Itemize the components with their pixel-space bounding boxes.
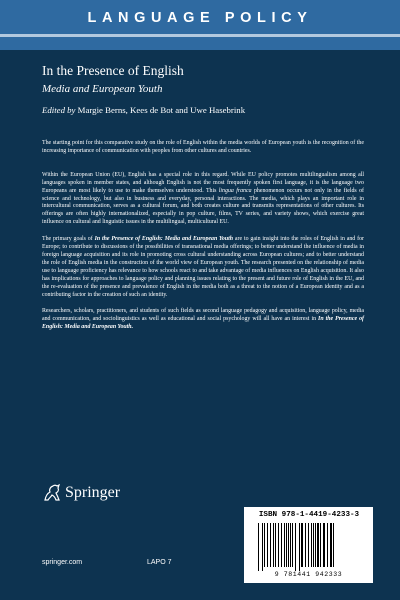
book-subtitle: Media and European Youth (42, 83, 163, 95)
blurb-p4-book-title: In the Presence of English: Media and European Youth. (42, 316, 364, 331)
springer-logo (42, 483, 120, 503)
blurb-p3-part-a: The primary goals of (42, 236, 93, 243)
barcode-digits: 9 781441 942333 (274, 571, 343, 578)
isbn-number: ISBN 978-1-4419-4233-3 (258, 511, 360, 519)
book-title: In the Presence of English (42, 63, 184, 78)
series-divider (0, 34, 400, 37)
blurb-paragraph-2 (42, 172, 364, 227)
blurb-paragraph-3 (42, 236, 364, 299)
publisher-name: Springer (65, 484, 121, 501)
blurb-paragraph-4 (42, 308, 364, 332)
blurb-p3-part-b: are to gain insight into the roles of English in and for Europe; to contribute to discussions of the possibilities of transnational media offerings; to better understand the influence of media in foreign language acquisition and its role in promoting cross cultural understanding across European cultures; and to better understand the role of English media in the construction of the world view of European youth. The research presented on the relationship of media use to language proficiency has relevance to how schools react to and take advantage of media influences on English acquisition. It also has implications for approaches to language policy and planning issues relating to the present and future role of English in the EU, and the re-evaluation of the presence and prevalence of English in the media both as a threat to the notion of a European identity and as a contributing factor in the creation of such an identity. (42, 236, 364, 298)
publisher-url[interactable]: springer.com (42, 559, 83, 566)
blurb-p4-part-a: Researchers, scholars, practitioners, and students of such fields as second language pedagogy and acquisition, language policy, media and communication, and sociolinguistics as well as educational and social psychology will all have an interest in (42, 308, 364, 323)
series-banner (0, 0, 400, 50)
isbn-barcode (244, 507, 373, 583)
publisher-logo (42, 483, 120, 503)
blurb-p2-part-b: phenomenon occurs not only in the fields of science and technology, but also in business and everyday, personal interactions. The media, which plays an important role in intercultural communication, serves as a cultural forum, and both creates culture and transmits representations of other cultures. Its offerings are often highly internationalized, especially in pop culture, films, TV series, and variety shows, which exercise great influence on cultural and linguistic issues in the multilingual, multicultural EU. (42, 187, 364, 226)
editors-prefix: Edited by (42, 105, 76, 115)
title-block (42, 62, 372, 116)
back-cover-blurb (42, 140, 364, 341)
editors-line (42, 104, 372, 116)
blurb-p3-book-title: In the Presence of English: Media and European Youth (94, 236, 234, 243)
barcode-bars (256, 523, 361, 571)
series-code: LAPO 7 (147, 559, 172, 566)
blurb-paragraph-1: The starting point for this comparative study on the role of English within the media worlds of European youth is the recognition of the increasing importance of communication with peoples from other cultures and countries. (42, 140, 364, 154)
blurb-p2-term: lingua franca (218, 187, 252, 194)
series-title: LANGUAGE POLICY (87, 10, 313, 26)
springer-horse-icon (42, 483, 62, 503)
editors-names: Margie Berns, Kees de Bot and Uwe Hasebrink (77, 105, 246, 115)
blurb-p2-part-a: Within the European Union (EU), English has a special role in this regard. While EU policy promotes multilingualism among all languages spoken in member states, and although English is not the most frequently spoken first language, it is the language two Europeans are most likely to use to make themselves understood. This (42, 171, 364, 194)
